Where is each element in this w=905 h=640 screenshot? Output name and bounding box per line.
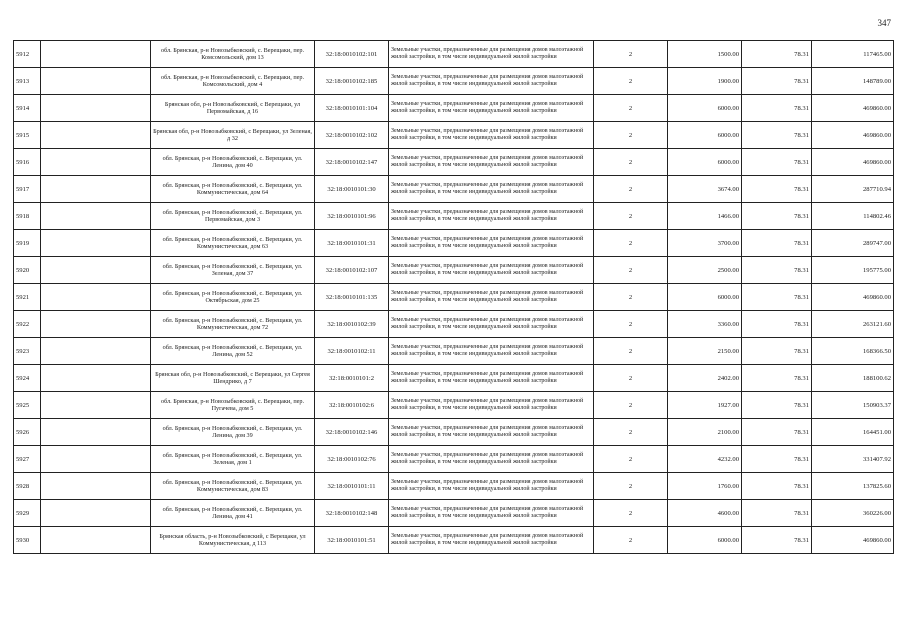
land-use-cell: Земельные участки, предназначенные для размещения домов малоэтажной жилой застройки, в том числе индивидуальной жилой застройки [389,311,594,338]
table-row [14,257,894,284]
spacer-cell [41,95,151,122]
area-cell: 2402.00 [668,365,742,392]
area-cell: 4232.00 [668,446,742,473]
address-cell: обл. Брянская, р-н Новозыбковский, с. Верещаки, ул. Ленина, дом 52 [151,338,315,365]
table-row [14,338,894,365]
table-row [14,446,894,473]
cadastral-number-cell: 32:18:0010101:135 [315,284,389,311]
address-cell: обл. Брянская, р-н Новозыбковский, с. Верещаки, ул. Коммунистическая, дом 83 [151,473,315,500]
land-use-cell: Земельные участки, предназначенные для размещения домов малоэтажной жилой застройки, в том числе индивидуальной жилой застройки [389,122,594,149]
table-row [14,122,894,149]
cadastral-value-cell: 469860.00 [812,284,894,311]
address-cell: обл. Брянская, р-н Новозыбковский, с. Верещаки, ул. Ленина, дом 40 [151,149,315,176]
cadastral-number-cell: 32:18:0010102:146 [315,419,389,446]
land-use-cell: Земельные участки, предназначенные для размещения домов малоэтажной жилой застройки, в том числе индивидуальной жилой застройки [389,365,594,392]
cadastral-number-cell: 32:18:0010102:185 [315,68,389,95]
address-cell: обл. Брянская, р-н Новозыбковский, с. Верещаки, ул. Ленина, дом 39 [151,419,315,446]
cadastral-value-cell: 360226.00 [812,500,894,527]
row-number-cell: 5920 [14,257,41,284]
row-number-cell: 5924 [14,365,41,392]
table-row [14,176,894,203]
row-number-cell: 5927 [14,446,41,473]
row-number-cell: 5912 [14,41,41,68]
area-cell: 1760.00 [668,473,742,500]
category-cell: 2 [594,500,668,527]
spacer-cell [41,68,151,95]
land-use-cell: Земельные участки, предназначенные для размещения домов малоэтажной жилой застройки, в том числе индивидуальной жилой застройки [389,203,594,230]
address-cell: обл. Брянская, р-н Новозыбковский, с. Верещаки, пер. Комсомольский, дом 13 [151,41,315,68]
rate-cell: 78.31 [742,257,812,284]
category-cell: 2 [594,419,668,446]
land-use-cell: Земельные участки, предназначенные для размещения домов малоэтажной жилой застройки, в том числе индивидуальной жилой застройки [389,257,594,284]
category-cell: 2 [594,41,668,68]
cadastral-number-cell: 32:18:0010102:101 [315,41,389,68]
cadastral-value-cell: 289747.00 [812,230,894,257]
cadastral-number-cell: 32:18:0010102:76 [315,446,389,473]
category-cell: 2 [594,338,668,365]
row-number-cell: 5928 [14,473,41,500]
cadastral-number-cell: 32:18:0010101:11 [315,473,389,500]
area-cell: 6000.00 [668,284,742,311]
rate-cell: 78.31 [742,527,812,554]
address-cell: обл. Брянская, р-н Новозыбковский, с. Верещаки, пер. Пугачева, дом 5 [151,392,315,419]
spacer-cell [41,500,151,527]
table-row [14,284,894,311]
cadastral-number-cell: 32:18:0010101:2 [315,365,389,392]
rate-cell: 78.31 [742,122,812,149]
land-use-cell: Земельные участки, предназначенные для размещения домов малоэтажной жилой застройки, в том числе индивидуальной жилой застройки [389,419,594,446]
rate-cell: 78.31 [742,230,812,257]
address-cell: обл. Брянская, р-н Новозыбковский, с. Верещаки, ул. Октябрьская, дом 25 [151,284,315,311]
rate-cell: 78.31 [742,68,812,95]
row-number-cell: 5915 [14,122,41,149]
cadastral-number-cell: 32:18:0010101:30 [315,176,389,203]
land-use-cell: Земельные участки, предназначенные для размещения домов малоэтажной жилой застройки, в том числе индивидуальной жилой застройки [389,338,594,365]
cadastral-value-cell: 168366.50 [812,338,894,365]
cadastral-number-cell: 32:18:0010101:104 [315,95,389,122]
cadastral-value-cell: 469860.00 [812,527,894,554]
area-cell: 2100.00 [668,419,742,446]
address-cell: обл. Брянская, р-н Новозыбковский, с. Верещаки, ул. Первомайская, дом 3 [151,203,315,230]
table-row [14,203,894,230]
table-row [14,392,894,419]
row-number-cell: 5926 [14,419,41,446]
spacer-cell [41,176,151,203]
area-cell: 3674.00 [668,176,742,203]
category-cell: 2 [594,95,668,122]
cadastral-value-cell: 164451.00 [812,419,894,446]
land-use-cell: Земельные участки, предназначенные для размещения домов малоэтажной жилой застройки, в том числе индивидуальной жилой застройки [389,500,594,527]
row-number-cell: 5922 [14,311,41,338]
category-cell: 2 [594,68,668,95]
rate-cell: 78.31 [742,203,812,230]
cadastral-number-cell: 32:18:0010102:11 [315,338,389,365]
area-cell: 4600.00 [668,500,742,527]
rate-cell: 78.31 [742,41,812,68]
category-cell: 2 [594,527,668,554]
area-cell: 6000.00 [668,149,742,176]
rate-cell: 78.31 [742,149,812,176]
cadastral-value-cell: 188100.62 [812,365,894,392]
rate-cell: 78.31 [742,392,812,419]
table-body [14,41,894,554]
address-cell: Брянская обл, р-н Новозыбковский, с Верещаки, ул Первомайская, д 16 [151,95,315,122]
cadastral-number-cell: 32:18:0010102:107 [315,257,389,284]
rate-cell: 78.31 [742,176,812,203]
row-number-cell: 5916 [14,149,41,176]
address-cell: обл. Брянская, р-н Новозыбковский, с. Верещаки, ул. Коммунистическая, дом 63 [151,230,315,257]
rate-cell: 78.31 [742,365,812,392]
spacer-cell [41,473,151,500]
cadastral-value-cell: 469860.00 [812,95,894,122]
table-row [14,419,894,446]
cadastral-value-cell: 263121.60 [812,311,894,338]
area-cell: 6000.00 [668,95,742,122]
row-number-cell: 5913 [14,68,41,95]
land-use-cell: Земельные участки, предназначенные для размещения домов малоэтажной жилой застройки, в том числе индивидуальной жилой застройки [389,392,594,419]
cadastral-number-cell: 32:18:0010101:31 [315,230,389,257]
cadastral-value-cell: 195775.00 [812,257,894,284]
category-cell: 2 [594,365,668,392]
spacer-cell [41,446,151,473]
land-use-cell: Земельные участки, предназначенные для размещения домов малоэтажной жилой застройки, в том числе индивидуальной жилой застройки [389,473,594,500]
table-row [14,473,894,500]
area-cell: 6000.00 [668,527,742,554]
address-cell: Брянская область, р-н Новозыбковский, с Верещаки, ул Коммунистическая, д 113 [151,527,315,554]
table-row [14,500,894,527]
spacer-cell [41,365,151,392]
row-number-cell: 5929 [14,500,41,527]
cadastral-value-cell: 114802.46 [812,203,894,230]
table-row [14,68,894,95]
area-cell: 1927.00 [668,392,742,419]
category-cell: 2 [594,473,668,500]
area-cell: 2500.00 [668,257,742,284]
rate-cell: 78.31 [742,284,812,311]
cadastral-number-cell: 32:18:0010102:39 [315,311,389,338]
table-row [14,311,894,338]
land-use-cell: Земельные участки, предназначенные для размещения домов малоэтажной жилой застройки, в том числе индивидуальной жилой застройки [389,41,594,68]
cadastral-value-cell: 469860.00 [812,149,894,176]
category-cell: 2 [594,284,668,311]
table-row [14,230,894,257]
address-cell: Брянская обл, р-н Новозыбковский, с Верещаки, ул Сергея Шендрико, д 7 [151,365,315,392]
cadastral-number-cell: 32:18:0010101:51 [315,527,389,554]
spacer-cell [41,230,151,257]
land-use-cell: Земельные участки, предназначенные для размещения домов малоэтажной жилой застройки, в том числе индивидуальной жилой застройки [389,149,594,176]
cadastral-value-cell: 469860.00 [812,122,894,149]
cadastral-value-cell: 117465.00 [812,41,894,68]
category-cell: 2 [594,203,668,230]
spacer-cell [41,392,151,419]
address-cell: обл. Брянская, р-н Новозыбковский, с. Верещаки, ул. Зеленая, дом 1 [151,446,315,473]
rate-cell: 78.31 [742,338,812,365]
area-cell: 1900.00 [668,68,742,95]
spacer-cell [41,527,151,554]
row-number-cell: 5918 [14,203,41,230]
row-number-cell: 5919 [14,230,41,257]
page-number: 347 [877,18,891,28]
address-cell: обл. Брянская, р-н Новозыбковский, с. Верещаки, ул. Ленина, дом 41 [151,500,315,527]
category-cell: 2 [594,122,668,149]
land-use-cell: Земельные участки, предназначенные для размещения домов малоэтажной жилой застройки, в том числе индивидуальной жилой застройки [389,176,594,203]
category-cell: 2 [594,149,668,176]
land-use-cell: Земельные участки, предназначенные для размещения домов малоэтажной жилой застройки, в том числе индивидуальной жилой застройки [389,95,594,122]
address-cell: обл. Брянская, р-н Новозыбковский, с. Верещаки, ул. Коммунистическая, дом 64 [151,176,315,203]
address-cell: обл. Брянская, р-н Новозыбковский, с. Верещаки, ул. Зеленая, дом 37 [151,257,315,284]
row-number-cell: 5914 [14,95,41,122]
spacer-cell [41,311,151,338]
area-cell: 3700.00 [668,230,742,257]
area-cell: 2150.00 [668,338,742,365]
land-use-cell: Земельные участки, предназначенные для размещения домов малоэтажной жилой застройки, в том числе индивидуальной жилой застройки [389,284,594,311]
address-cell: Брянская обл, р-н Новозыбковский, с Верещаки, ул Зеленая, д 32 [151,122,315,149]
land-use-cell: Земельные участки, предназначенные для размещения домов малоэтажной жилой застройки, в том числе индивидуальной жилой застройки [389,446,594,473]
spacer-cell [41,284,151,311]
land-use-cell: Земельные участки, предназначенные для размещения домов малоэтажной жилой застройки, в том числе индивидуальной жилой застройки [389,68,594,95]
address-cell: обл. Брянская, р-н Новозыбковский, с. Верещаки, пер. Комсомольский, дом 4 [151,68,315,95]
rate-cell: 78.31 [742,500,812,527]
row-number-cell: 5930 [14,527,41,554]
row-number-cell: 5921 [14,284,41,311]
category-cell: 2 [594,176,668,203]
category-cell: 2 [594,446,668,473]
rate-cell: 78.31 [742,419,812,446]
address-cell: обл. Брянская, р-н Новозыбковский, с. Верещаки, ул. Коммунистическая, дом 72 [151,311,315,338]
category-cell: 2 [594,392,668,419]
cadastral-value-cell: 150903.37 [812,392,894,419]
category-cell: 2 [594,257,668,284]
cadastral-value-cell: 331407.92 [812,446,894,473]
spacer-cell [41,122,151,149]
rate-cell: 78.31 [742,473,812,500]
table-row [14,41,894,68]
spacer-cell [41,338,151,365]
spacer-cell [41,419,151,446]
area-cell: 1466.00 [668,203,742,230]
table-row [14,149,894,176]
cadastral-number-cell: 32:18:0010102:6 [315,392,389,419]
table-row [14,95,894,122]
row-number-cell: 5923 [14,338,41,365]
area-cell: 3360.00 [668,311,742,338]
category-cell: 2 [594,230,668,257]
cadastral-number-cell: 32:18:0010102:147 [315,149,389,176]
area-cell: 1500.00 [668,41,742,68]
cadastral-number-cell: 32:18:0010102:102 [315,122,389,149]
rate-cell: 78.31 [742,446,812,473]
row-number-cell: 5917 [14,176,41,203]
row-number-cell: 5925 [14,392,41,419]
table-row [14,365,894,392]
spacer-cell [41,41,151,68]
cadastral-number-cell: 32:18:0010102:148 [315,500,389,527]
spacer-cell [41,149,151,176]
rate-cell: 78.31 [742,95,812,122]
land-use-cell: Земельные участки, предназначенные для размещения домов малоэтажной жилой застройки, в том числе индивидуальной жилой застройки [389,527,594,554]
cadastral-value-cell: 287710.94 [812,176,894,203]
land-registry-table [13,40,894,554]
cadastral-value-cell: 137825.60 [812,473,894,500]
cadastral-number-cell: 32:18:0010101:96 [315,203,389,230]
spacer-cell [41,203,151,230]
spacer-cell [41,257,151,284]
table-row [14,527,894,554]
land-use-cell: Земельные участки, предназначенные для размещения домов малоэтажной жилой застройки, в том числе индивидуальной жилой застройки [389,230,594,257]
cadastral-value-cell: 148789.00 [812,68,894,95]
category-cell: 2 [594,311,668,338]
rate-cell: 78.31 [742,311,812,338]
area-cell: 6000.00 [668,122,742,149]
